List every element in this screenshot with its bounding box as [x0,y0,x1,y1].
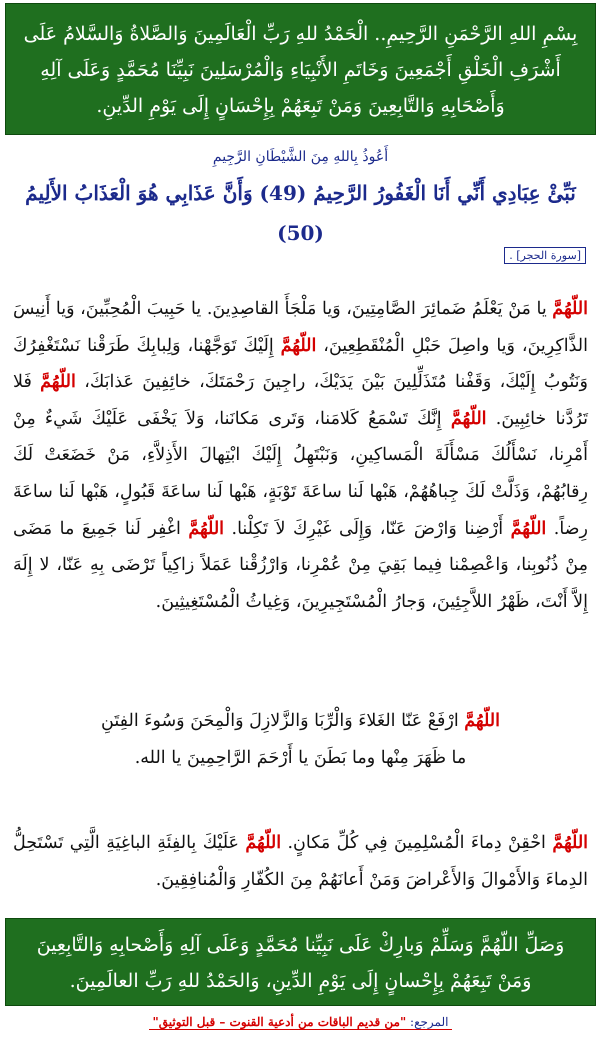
allahumma-word: اللّهُمَّ [552,833,589,853]
supplication-text: أَرْضِنا وَارْضَ عَنّا، وَإِلَى غَيْرِكَ لاَ تَكِلْنا. [224,518,511,539]
supplication-text: إِنَّكَ تَسْمَعُ كَلامَنا، وَتَرى مَكانَنا، وَلاَ يَخْفَى عَلَيْكَ شَيءٌ مِنْ أَمْرِنا، نَسْأَلُكَ مَسْأَلَةَ الْمَساكِينِ، وَنَبْتَهِلُ إِلَيْكَ ابْتِهالَ الأَذِلاَّءِ، مَنْ خَضَعَتْ لَكَ رِقابُهُمْ، وَذَلَّتْ لَكَ جِباهُهُمْ، هَبْها لَنا ساعَةَ تَوْبَةٍ، هَبْها لَنا ساعَةَ قَبُولٍ، هَبْها لَنا ساعَةَ رِضاً. [13,408,588,539]
closing-banner [5,918,596,1006]
allahumma-word: اللّهُمَّ [245,833,282,853]
reference-text: "من قديم الباقات من أدعية القنوت – قبل التوثيق" [152,1015,407,1029]
reference-label: المرجع: [410,1015,449,1029]
allahumma-word: اللّهُمَّ [552,299,588,319]
opening-text: بِسْمِ اللهِ الرَّحْمَنِ الرَّحِيمِ.. الْحَمْدُ للهِ رَبِّ الْعَالَمِينَ وَالصَّلاةُ وَالسَّلامُ عَلَى أَشْرَفِ الْخَلْقِ أَجْمَعِينَ وَخَاتَمِ الأَنْبِيَاءِ وَالْمُرْسَلِينَ نَبِيِّنَا مُحَمَّدٍ وَعَلَى آلِهِ وَأَصْحَابِهِ وَالتَّابِعِينَ وَمَنْ تَبِعَهُمْ بِإِحْسَانٍ إِلَى يَوْمِ الدِّينِ. [23,23,578,117]
supplication-text: يا مَنْ يَعْلَمُ ضَمائِرَ الصَّامِتِينَ، وَيا مَلْجَأَ القاصِدِينَ. يا حَبِيبَ الْمُحِبِّينَ، وَيا أَنِيسَ الذَّاكِرِينَ، وَيا واصِلَ حَبْلِ الْمُنْقَطِعِينَ، [13,299,589,356]
allahumma-word: اللّهُمَّ [280,335,317,356]
allahumma-word: اللّهُمَّ [450,408,487,429]
surah-reference: [سورة الحجر] . [504,247,586,264]
supplication-text: عَلَيْكَ بِالفِئَةِ الباغِيَةِ الَّتِي تَسْتَحِلُّ الدِماءَ وَالأَمْوالَ وَالأَعْراضَ وَمَنْ أَعانَهُمْ مِنَ الكُفّارِ وَالْمُنافِقِينَ. [13,833,588,890]
supplication-text: اغْفِر لَنا جَمِيعَ ما مَضَى مِنْ ذُنُوبِنا، وَاعْصِمْنا فِيما بَقِيَ مِنْ عُمْرِنا، وَارْزُقْنا عَمَلاً زاكِياً تَرْضَى بِهِ عَنّا، لا إِلَهَ إِلاَّ أَنْتَ، ظَهْرُ اللاَّجِئِينَ، وَجارُ الْمُسْتَجِيرِينَ، وَغِياثُ الْمُسْتَغِيثِينَ. [13,518,588,612]
supplication-text: ما ظَهَرَ مِنْها وما بَطَنَ يا أَرْحَمَ الرَّاحِمِينَ يا الله. [134,747,467,768]
quran-verse: نَبِّئْ عِبَادِي أَنِّي أَنَا الْغَفُورُ الرَّحِيمُ (49) وَأَنَّ عَذَابِي هُوَ الْعَذَابُ الأَلِيمُ (50) [25,181,576,245]
supplication-text: فَلا تَرُدَّنا خائِبِينَ. [13,372,588,429]
supplication-text: ارْفَعْ عَنّا الغَلاءَ وَالْرِّبَا وَالزَّلازِلَ وَالْمِحَنَ وَسُوءَ الفِتَنِ [101,711,465,731]
reference-box [149,1015,453,1030]
document-page [5,3,596,1037]
main-supplication [13,291,588,620]
allahumma-word: اللّهُمَّ [464,711,500,731]
reference-line [5,1015,596,1030]
closing-text: وَصَلِّ اللّهُمَّ وَسَلِّمْ وَبارِكْ عَلَى نَبِيِّنا مُحَمَّدٍ وَعَلَى آلِهِ وَأَصْحابِهِ وَالتَّابِعِينَ وَمَنْ تَبِعَهُمْ بِإِحْسانٍ إِلَى يَوْمِ الدِّينِ، وَالحَمْدُ للهِ رَبِّ العالَمِينَ. [36,934,565,992]
second-supplication [13,703,588,776]
allahumma-word: اللّهُمَّ [510,518,547,539]
supplication-text: إِلَيْكَ تَوَجَّهْنا، وَلِبابِكَ طَرَقْنا نَسْتَغْفِرُكَ وَنَتُوبُ إِلَيْكَ، وَقَفْنا مُتَذَلِّلِينَ بَيْنَ يَدَيْكَ، راجِينَ رَحْمَتَكَ، خائِفِينَ عَذابَكَ، [13,335,588,393]
opening-banner [5,3,596,135]
allahumma-word: اللّهُمَّ [40,372,76,393]
istiadha: أَعُوذُ بِاللهِ مِنَ الشَّيْطَانِ الرَّجِيمِ [212,149,389,165]
allahumma-word: اللّهُمَّ [188,518,225,539]
supplication-text: احْقِنْ دِماءَ الْمُسْلِمِينَ فِي كُلِّ مَكانٍ. [281,833,553,853]
third-supplication [13,825,588,898]
